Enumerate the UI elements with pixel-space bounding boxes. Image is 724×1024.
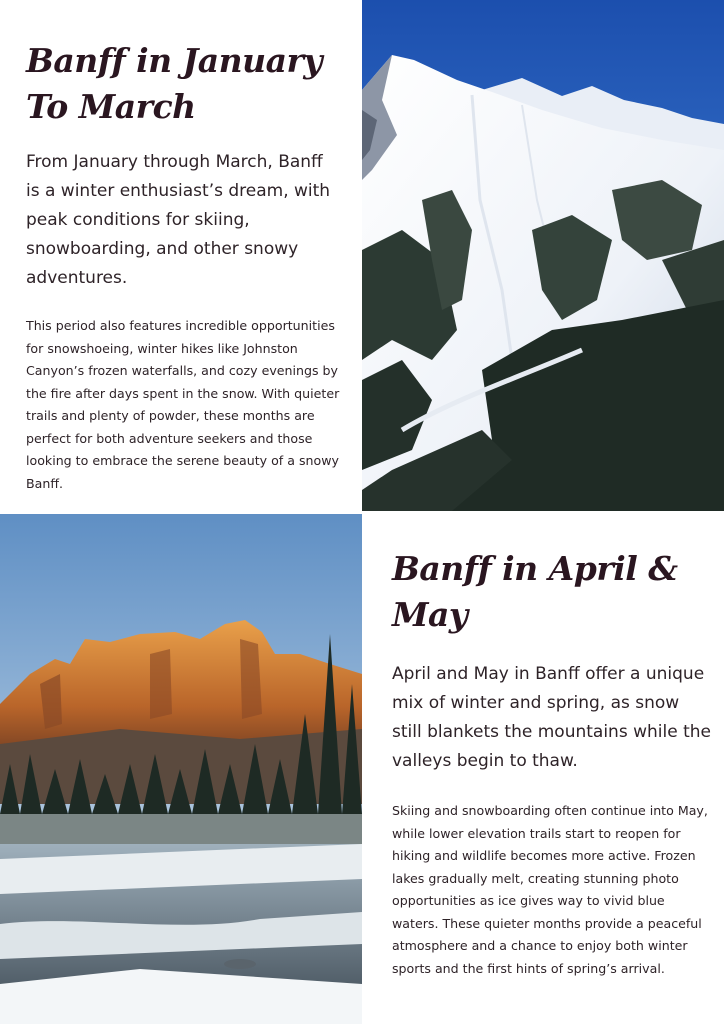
section-jan-mar-lead: From January through March, Banff is a winter enthusiast’s dream, with peak conditions for skiing, snowboarding, and other snowy adventures. <box>26 152 331 288</box>
section-apr-may-heading: Banff in April & May <box>392 549 678 634</box>
castle-mountain-photo <box>0 514 362 1024</box>
section-jan-mar <box>26 38 341 495</box>
section-apr-may-lead: April and May in Banff offer a unique mix of winter and spring, as snow still blankets the mountains while the valleys begin to thaw. <box>392 664 711 771</box>
ski-mountain-photo <box>362 0 724 511</box>
section-apr-may <box>392 546 712 980</box>
section-jan-mar-body: This period also features incredible opportunities for snowshoeing, winter hikes like Johnston Canyon’s frozen waterfalls, and cozy evenings by the fire after days spent in the snow. With quieter trails and plenty of powder, these months are perfect for both adventure seekers and those looking to embrace the serene beauty of a snowy Banff. <box>26 318 340 491</box>
section-apr-may-body: Skiing and snowboarding often continue into May, while lower elevation trails start to reopen for hiking and wildlife becomes more active. Frozen lakes gradually melt, creating stunning photo opportunities as ice gives way to vivid blue waters. These quieter months provide a peaceful atmosphere and a chance to enjoy both winter sports and the first hints of spring’s arrival. <box>392 803 708 976</box>
section-jan-mar-heading: Banff in January To March <box>26 41 323 126</box>
